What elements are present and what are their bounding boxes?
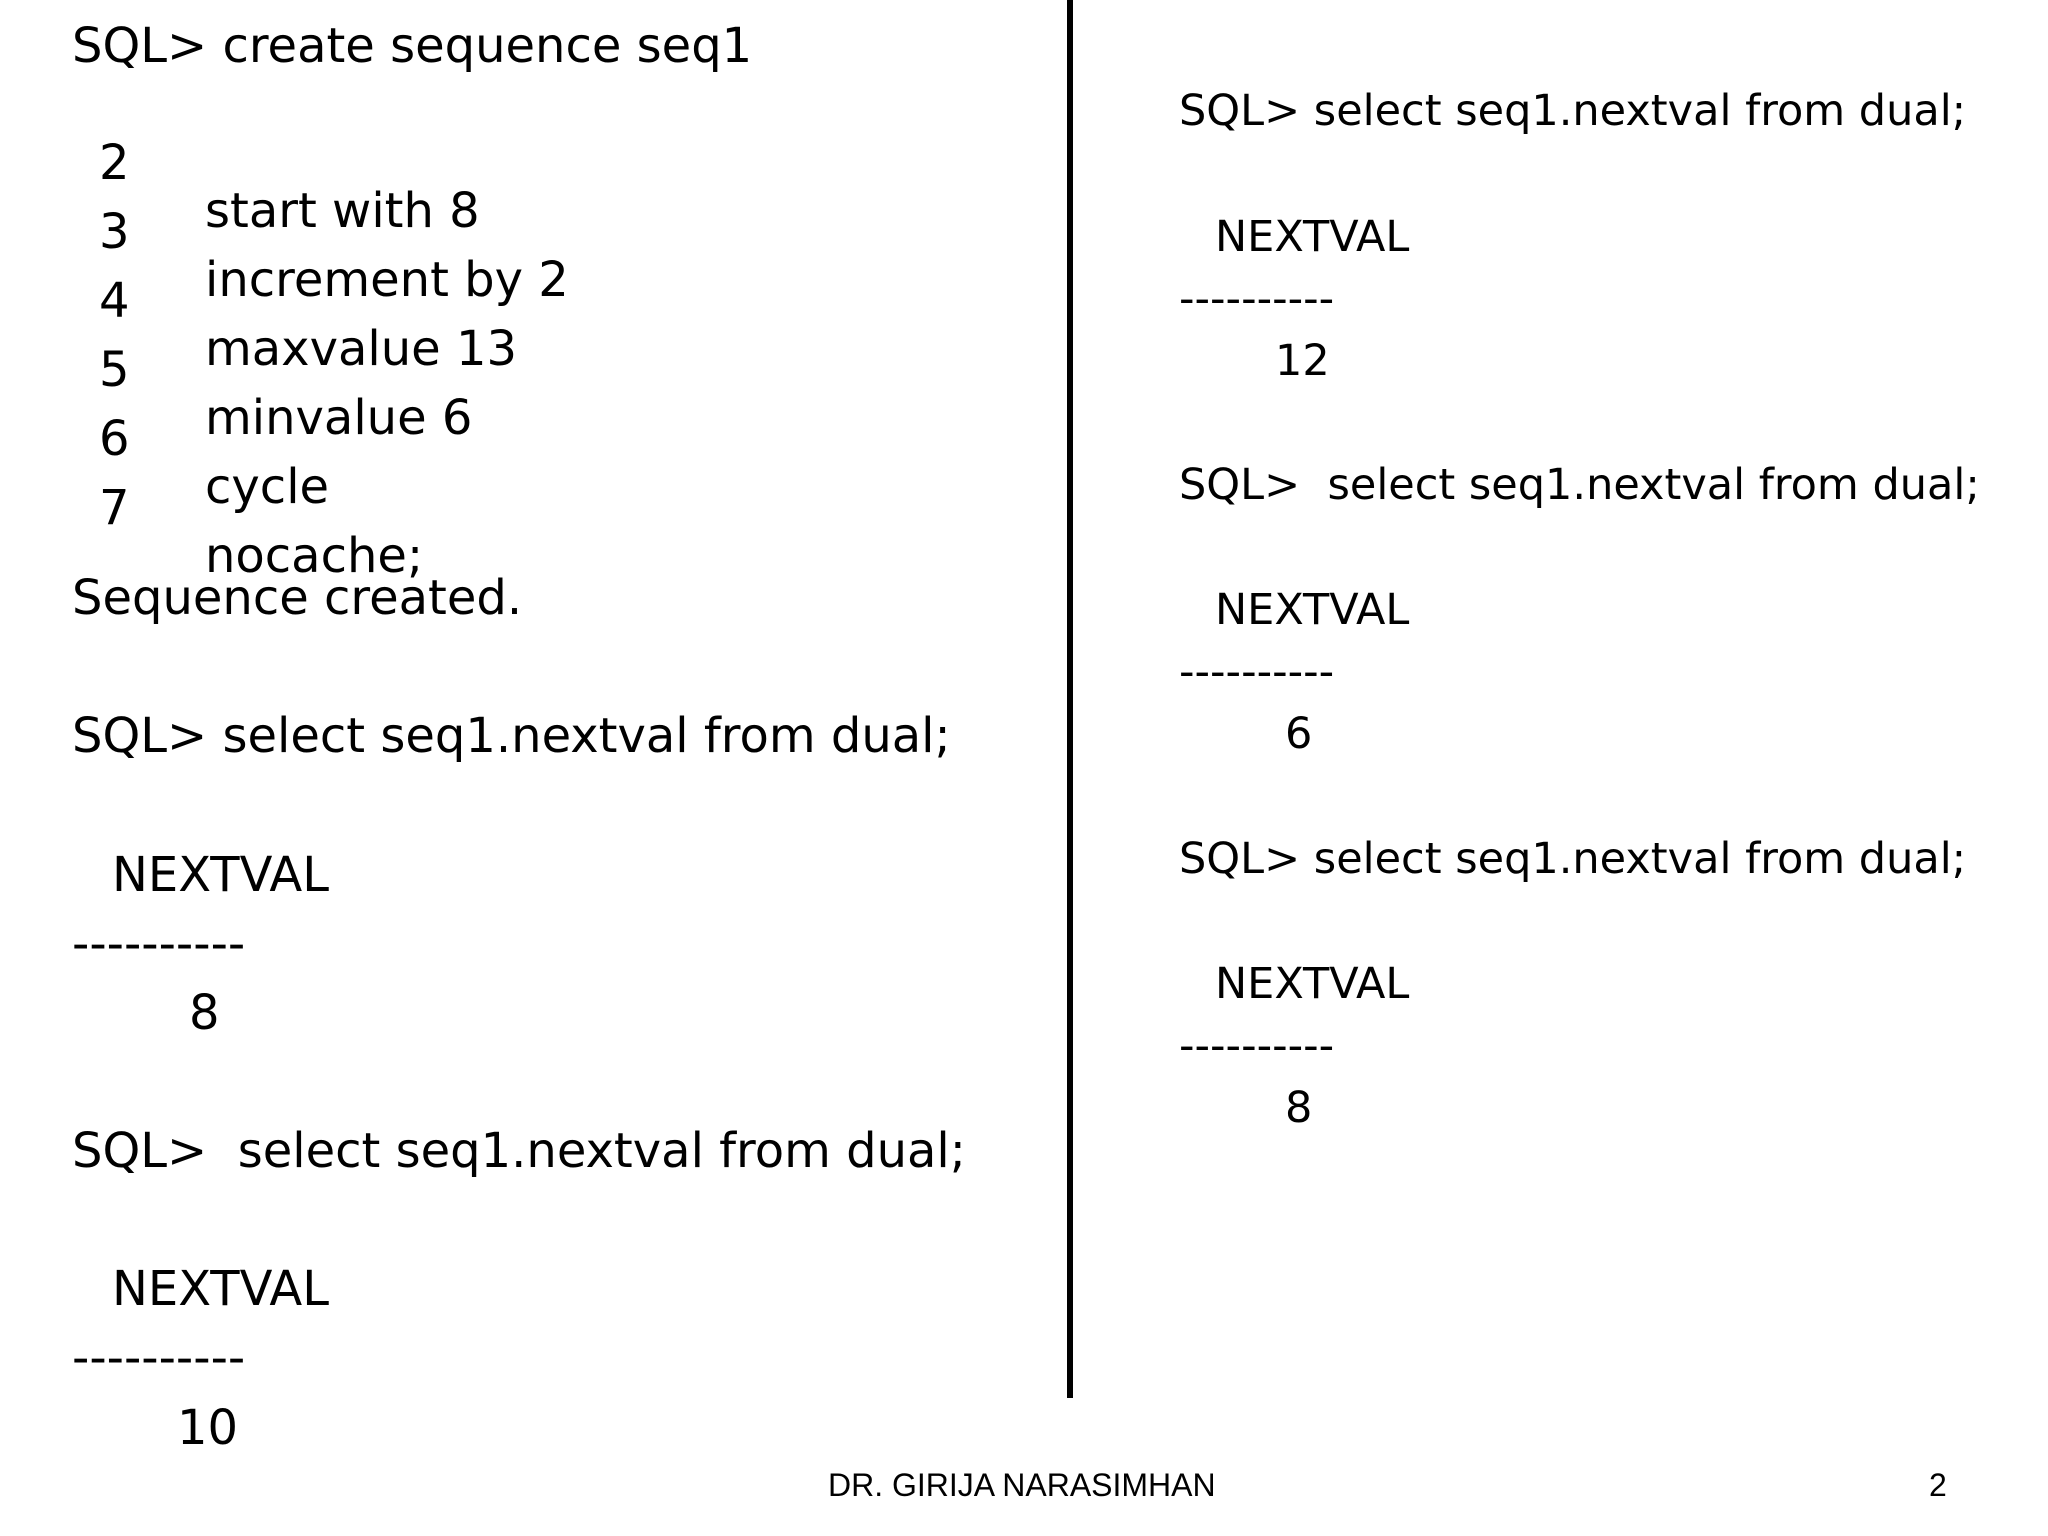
query-command: SQL> select seq1.nextval from dual;: [1179, 834, 1967, 884]
result-separator: ----------: [1179, 647, 1335, 697]
result-value: 12: [1275, 336, 1330, 386]
query-command: SQL> select seq1.nextval from dual;: [72, 1123, 966, 1179]
query-command: SQL> select seq1.nextval from dual;: [72, 708, 951, 764]
line-number: 4: [99, 273, 130, 329]
result-separator: ----------: [1179, 1021, 1335, 1071]
result-separator: ----------: [72, 1330, 246, 1386]
line-text: minvalue 6: [205, 390, 473, 446]
line-text: start with 8: [205, 183, 480, 239]
result-separator: ----------: [72, 916, 246, 972]
line-number: 6: [99, 411, 130, 467]
page-number: 2: [1929, 1467, 1947, 1503]
query-command: SQL> select seq1.nextval from dual;: [1179, 86, 1967, 136]
column-divider: [1067, 0, 1073, 1398]
line-number: 7: [99, 480, 130, 536]
line-number: 5: [99, 342, 130, 398]
create-line-2: [0, 91, 1000, 239]
result-header: NEXTVAL: [112, 1261, 329, 1317]
result-header: NEXTVAL: [1215, 212, 1410, 262]
result-header: NEXTVAL: [112, 847, 329, 903]
result-value: 10: [177, 1400, 239, 1456]
line-number: 2: [99, 135, 130, 191]
result-value: 8: [1285, 1083, 1313, 1133]
line-number: 3: [99, 204, 130, 260]
create-command: SQL> create sequence seq1: [72, 18, 753, 74]
footer-author: DR. GIRIJA NARASIMHAN: [828, 1467, 1216, 1503]
result-value: 6: [1285, 709, 1313, 759]
result-value: 8: [189, 985, 220, 1041]
result-header: NEXTVAL: [1215, 959, 1410, 1009]
result-separator: ----------: [1179, 274, 1335, 324]
line-text: increment by 2: [205, 252, 569, 308]
create-result: Sequence created.: [72, 570, 523, 626]
result-header: NEXTVAL: [1215, 585, 1410, 635]
line-text: maxvalue 13: [205, 321, 518, 377]
line-text: cycle: [205, 459, 330, 515]
line-text: nocache;: [205, 528, 424, 584]
query-command: SQL> select seq1.nextval from dual;: [1179, 460, 1980, 510]
